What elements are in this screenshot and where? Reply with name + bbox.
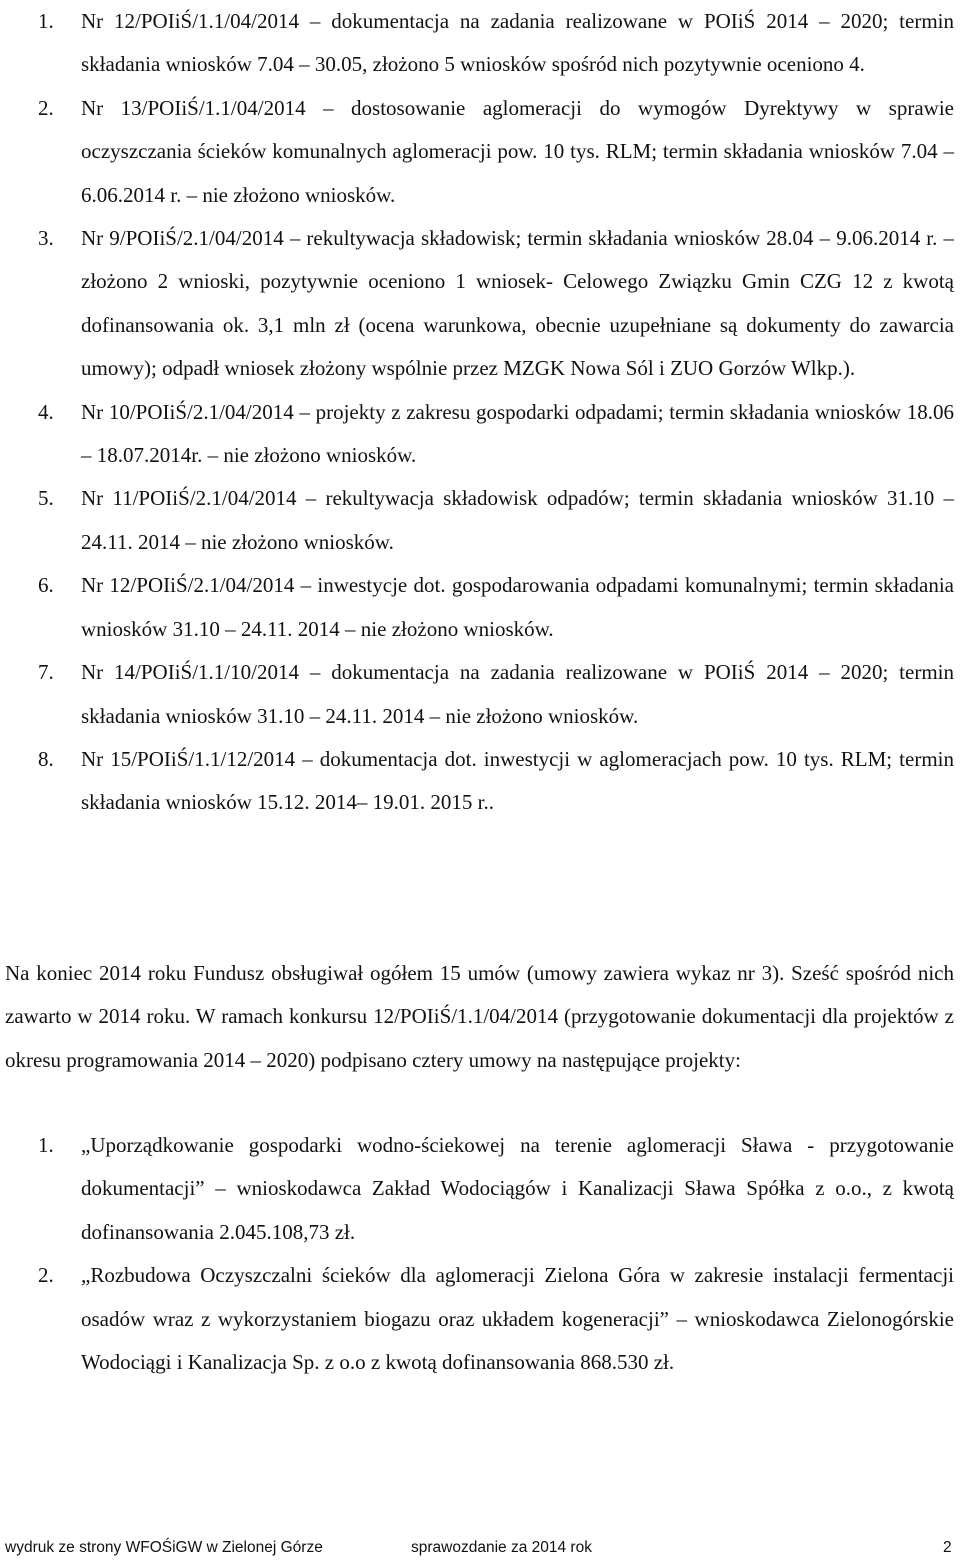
list-item-text: „Rozbudowa Oczyszczalni ścieków dla aglomeracji Zielona Góra w zakresie instalacji fermentacji osadów wraz z wykorzystaniem biogazu oraz układem kogeneracji” – wnioskodawca Zielonogórskie Wodociągi i Kanalizacja Sp. z o.o z kwotą dofinansowania 868.530 zł. xyxy=(81,1263,954,1375)
list-item-number: 8. xyxy=(38,746,54,771)
footer-report-title: sprawozdanie za 2014 rok xyxy=(411,1539,592,1556)
list-item-text: Nr 10/POIiŚ/2.1/04/2014 – projekty z zakresu gospodarki odpadami; termin składania wniosków 18.06 – 18.07.2014r. – nie złożono wniosków. xyxy=(81,399,954,468)
list-item-number: 6. xyxy=(38,573,54,598)
projects-list xyxy=(0,1124,960,1384)
list-item-text: Nr 15/POIiŚ/1.1/12/2014 – dokumentacja dot. inwestycji w aglomeracjach pow. 10 tys. RLM; termin składania wniosków 15.12. 2014– 19.01. 2015 r.. xyxy=(81,746,954,815)
list-item-number: 2. xyxy=(38,1263,54,1288)
page-number: 2 xyxy=(943,1539,952,1556)
list-item xyxy=(0,87,960,217)
list-item-number: 1. xyxy=(38,1133,54,1157)
list-item xyxy=(0,651,960,738)
list-item-text: Nr 14/POIiŚ/1.1/10/2014 – dokumentacja na zadania realizowane w POIiŚ 2014 – 2020; termin składania wniosków 31.10 – 24.11. 2014 – nie złożono wniosków. xyxy=(81,660,954,728)
list-item xyxy=(0,0,960,87)
list-item xyxy=(0,477,960,564)
list-item xyxy=(0,391,960,478)
list-item xyxy=(0,1124,960,1254)
list-item-text: Nr 12/POIiŚ/2.1/04/2014 – inwestycje dot. gospodarowania odpadami komunalnymi; termin składania wniosków 31.10 – 24.11. 2014 – nie złożono wniosków. xyxy=(81,573,954,641)
list-item xyxy=(0,1254,960,1384)
list-item-number: 3. xyxy=(38,226,54,251)
list-item-text: Nr 13/POIiŚ/1.1/04/2014 – dostosowanie aglomeracji do wymogów Dyrektywy w sprawie oczyszczania ścieków komunalnych aglomeracji pow. 10 tys. RLM; termin składania wniosków 7.04 – 6.06.2014 r. – nie złożono wniosków. xyxy=(81,95,954,207)
list-item-number: 7. xyxy=(38,660,54,685)
list-item xyxy=(0,217,960,391)
list-item-text: Nr 12/POIiŚ/1.1/04/2014 – dokumentacja na zadania realizowane w POIiŚ 2014 – 2020; termin składania wniosków 7.04 – 30.05, złożono 5 wniosków spośród nich pozytywnie oceniono 4. xyxy=(81,9,954,77)
list-item-text: Nr 11/POIiŚ/2.1/04/2014 – rekultywacja składowisk odpadów; termin składania wniosków 31.10 – 24.11. 2014 – nie złożono wniosków. xyxy=(81,486,954,554)
footer-source: wydruk ze strony WFOŚiGW w Zielonej Górze xyxy=(5,1539,323,1556)
list-item xyxy=(0,564,960,651)
list-item-number: 1. xyxy=(38,9,54,33)
list-item-text: „Uporządkowanie gospodarki wodno-ściekowej na terenie aglomeracji Sława - przygotowanie dokumentacji” – wnioskodawca Zakład Wodociągów i Kanalizacji Sława Spółka z o.o., z kwotą dofinansowania 2.045.108,73 zł. xyxy=(81,1133,954,1244)
list-item-text: Nr 9/POIiŚ/2.1/04/2014 – rekultywacja składowisk; termin składania wniosków 28.04 – 9.06.2014 r. – złożono 2 wnioski, pozytywnie oceniono 1 wniosek- Celowego Związku Gmin CZG 12 z kwotą dofinansowania ok. 3,1 mln zł (ocena warunkowa, obecnie uzupełniane są dokumenty do zawarcia umowy); odpadł wniosek złożony wspólnie przez MZGK Nowa Sól i ZUO Gorzów Wlkp.). xyxy=(81,226,954,381)
summary-paragraph: Na koniec 2014 roku Fundusz obsługiwał ogółem 15 umów (umowy zawiera wykaz nr 3). Sześć spośród nich zawarto w 2014 roku. W ramach konkursu 12/POIiŚ/1.1/04/2014 (przygotowanie dokumentacji dla projektów z okresu programowania 2014 – 2020) podpisano cztery umowy na następujące projekty: xyxy=(5,961,954,1072)
list-item xyxy=(0,738,960,825)
list-item-number: 4. xyxy=(38,399,54,424)
list-item-number: 5. xyxy=(38,486,54,511)
list-item-number: 2. xyxy=(38,95,54,120)
